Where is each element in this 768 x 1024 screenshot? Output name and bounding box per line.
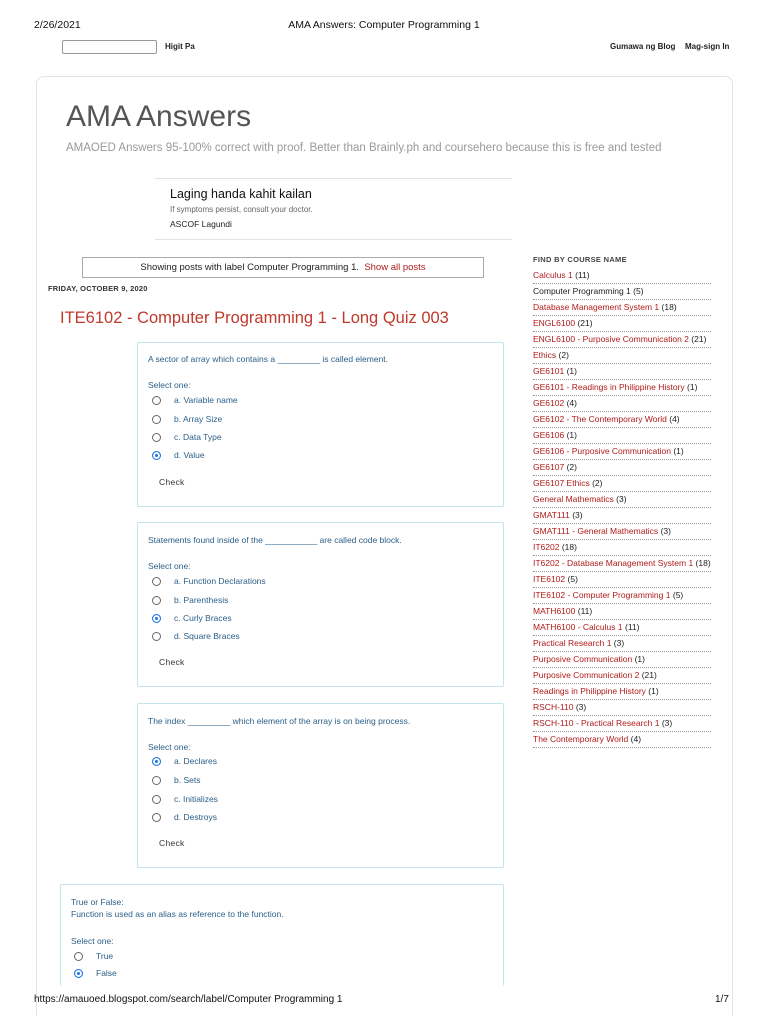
radio-button[interactable] — [152, 776, 161, 785]
current-label: Computer Programming 1 — [533, 286, 631, 296]
sidebar-item[interactable] — [533, 652, 711, 668]
label-count: (1) — [566, 430, 577, 440]
label-count: (1) — [673, 446, 684, 456]
label-count: (18) — [661, 302, 677, 312]
sidebar-item[interactable] — [533, 732, 711, 748]
question-type-text: True or False: — [71, 897, 124, 907]
sidebar-item[interactable] — [533, 700, 711, 716]
post-date: FRIDAY, OCTOBER 9, 2020 — [48, 284, 148, 293]
next-blog-link[interactable]: Higit Pa — [165, 42, 195, 51]
label-count: (2) — [592, 478, 603, 488]
label-count: (21) — [641, 670, 657, 680]
label-count: (4) — [630, 734, 642, 744]
radio-button[interactable] — [152, 415, 161, 424]
label-count: (2) — [558, 350, 569, 360]
course-label-link[interactable]: MATH6100 - Calculus 1 — [533, 622, 623, 632]
course-label-link[interactable]: Purposive Communication — [533, 654, 633, 664]
sidebar-item[interactable] — [533, 540, 711, 556]
radio-button-selected[interactable] — [152, 614, 161, 623]
radio-button-selected[interactable] — [74, 969, 83, 978]
radio-button[interactable] — [152, 433, 161, 442]
sidebar-item[interactable] — [533, 412, 711, 428]
radio-button[interactable] — [74, 952, 83, 961]
course-label-list — [533, 268, 711, 748]
course-label-link[interactable]: General Mathematics — [533, 494, 614, 504]
question-text: Statements found inside of the ___________ are called code block. — [148, 535, 402, 545]
course-label-link[interactable]: ENGL6100 - Purposive Communication 2 — [533, 334, 689, 344]
label-count: (5) — [672, 590, 684, 600]
label-count: (3) — [616, 494, 627, 504]
course-label-link[interactable]: IT6202 - Database Management System 1 — [533, 558, 694, 568]
select-one-label: Select one: — [148, 561, 191, 571]
label-count: (1) — [634, 654, 645, 664]
sidebar-item[interactable] — [533, 620, 711, 636]
sidebar-item[interactable] — [533, 684, 711, 700]
sidebar-item[interactable] — [533, 588, 711, 604]
print-header — [0, 0, 768, 36]
radio-button[interactable] — [152, 632, 161, 641]
blog-title[interactable]: AMA Answers — [66, 100, 252, 133]
question-card-1: A sector of array which contains a _________ is called element. Select one: a. Variable name b. Array Size c. Data Type d. Value Check — [137, 342, 504, 507]
course-label-link[interactable]: Practical Research 1 — [533, 638, 612, 648]
course-label-link[interactable]: GE6102 — [533, 398, 565, 408]
featured-widget — [155, 178, 512, 240]
radio-button[interactable] — [152, 396, 161, 405]
sidebar-item-current — [533, 284, 711, 300]
featured-author: ASCOF Lagundi — [170, 219, 232, 229]
label-count: (18) — [695, 558, 711, 568]
label-count: (3) — [661, 718, 673, 728]
label-count: (1) — [687, 382, 698, 392]
course-label-link[interactable]: Database Management System 1 — [533, 302, 660, 312]
course-label-link[interactable]: GE6101 - Readings in Philippine History — [533, 382, 685, 392]
sidebar-item[interactable] — [533, 716, 711, 732]
print-title: AMA Answers: Computer Programming 1 — [288, 19, 480, 31]
label-count: (11) — [575, 270, 590, 280]
question-card-2: Statements found inside of the ___________ are called code block. Select one: a. Function Declarations b. Parenthesis c. Curly Braces d. Square Braces Check — [137, 522, 504, 687]
show-all-posts-link[interactable]: Show all posts — [364, 262, 426, 273]
create-blog-link[interactable]: Gumawa ng Blog — [610, 42, 676, 51]
question-text: A sector of array which contains a _________ is called element. — [148, 354, 389, 364]
sidebar-item[interactable] — [533, 476, 711, 492]
sidebar-item[interactable] — [533, 332, 711, 348]
question-card-3: The index _________ which element of the array is on being process. Select one: a. Declares b. Sets c. Initializes d. Destroys Check — [137, 703, 504, 868]
sidebar-item[interactable] — [533, 268, 711, 284]
course-label-link[interactable]: MATH6100 — [533, 606, 576, 616]
label-count: (1) — [648, 686, 659, 696]
label-count: (11) — [624, 622, 640, 632]
course-label-link[interactable]: IT6202 — [533, 542, 560, 552]
sidebar-item[interactable] — [533, 604, 711, 620]
label-count: (3) — [575, 702, 587, 712]
label-count: (4) — [566, 398, 577, 408]
course-label-link[interactable]: GMAT111 - General Mathematics — [533, 526, 659, 536]
label-count: (2) — [566, 462, 577, 472]
select-one-label: Select one: — [71, 936, 114, 946]
check-button[interactable]: Check — [159, 838, 185, 848]
check-button[interactable]: Check — [159, 477, 185, 487]
post-title[interactable]: ITE6102 - Computer Programming 1 - Long Quiz 003 — [60, 309, 449, 327]
sidebar-item[interactable] — [533, 460, 711, 476]
label-count: (3) — [613, 638, 625, 648]
sidebar-item[interactable] — [533, 668, 711, 684]
label-count: (3) — [660, 526, 671, 536]
print-footer-page-number: 1/7 — [715, 994, 729, 1005]
featured-title: Laging handa kahit kailan — [170, 187, 312, 201]
blog-description: AMAOED Answers 95-100% correct with proof. Better than Brainly.ph and coursehero because this is free and tested — [66, 142, 662, 154]
sidebar-item[interactable] — [533, 492, 711, 508]
course-label-link[interactable]: ITE6102 - Computer Programming 1 — [533, 590, 671, 600]
print-date: 2/26/2021 — [34, 19, 81, 31]
sidebar-item[interactable] — [533, 444, 711, 460]
question-text: The index _________ which element of the array is on being process. — [148, 716, 411, 726]
course-label-link[interactable]: ENGL6100 — [533, 318, 576, 328]
radio-button-selected[interactable] — [152, 757, 161, 766]
label-count: (3) — [572, 510, 583, 520]
sidebar-item[interactable] — [533, 428, 711, 444]
featured-subtitle: If symptoms persist, consult your doctor. — [170, 205, 313, 214]
course-label-link[interactable]: Purposive Communication 2 — [533, 670, 640, 680]
question-text: Function is used as an alias as reference to the function. — [71, 909, 284, 919]
course-label-link[interactable]: Calculus 1 — [533, 270, 573, 280]
sidebar-item[interactable] — [533, 508, 711, 524]
course-label-link[interactable]: The Contemporary World — [533, 734, 629, 744]
sidebar-item[interactable] — [533, 572, 711, 588]
label-count: (18) — [561, 542, 577, 552]
course-label-link[interactable]: GE6107 Ethics — [533, 478, 590, 488]
select-one-label: Select one: — [148, 742, 191, 752]
label-count: (11) — [577, 606, 593, 616]
label-count: (5) — [633, 286, 644, 296]
print-footer-url: https://amauoed.blogspot.com/search/label/Computer Programming 1 — [34, 994, 343, 1005]
question-card-4: True or False: Function is used as an alias as reference to the function. Select one: True False — [60, 884, 504, 986]
label-count: (4) — [669, 414, 680, 424]
label-count: (21) — [691, 334, 707, 344]
radio-button[interactable] — [152, 577, 161, 586]
radio-button[interactable] — [152, 795, 161, 804]
radio-button-selected[interactable] — [152, 451, 161, 460]
course-label-link[interactable]: RSCH-110 — [533, 702, 574, 712]
sign-in-link[interactable]: Mag-sign In — [685, 42, 730, 51]
label-count: (5) — [567, 574, 578, 584]
label-status-text: Showing posts with label Computer Programming 1. — [140, 262, 360, 273]
label-count: (21) — [577, 318, 593, 328]
select-one-label: Select one: — [148, 380, 191, 390]
course-label-link[interactable]: GMAT111 — [533, 510, 570, 520]
course-label-link[interactable]: GE6106 — [533, 430, 565, 440]
course-label-link[interactable]: ITE6102 — [533, 574, 566, 584]
check-button[interactable]: Check — [159, 657, 185, 667]
label-count: (1) — [566, 366, 577, 376]
sidebar-item[interactable] — [533, 364, 711, 380]
label-status-banner — [82, 257, 484, 278]
course-label-link[interactable]: RSCH-110 - Practical Research 1 — [533, 718, 660, 728]
course-label-link[interactable]: GE6102 - The Contemporary World — [533, 414, 667, 424]
blogger-navbar — [0, 36, 768, 58]
sidebar-item[interactable] — [533, 380, 711, 396]
course-label-link[interactable]: GE6107 — [533, 462, 565, 472]
course-label-link[interactable]: GE6106 - Purposive Communication — [533, 446, 671, 456]
sidebar-item[interactable] — [533, 396, 711, 412]
radio-button[interactable] — [152, 813, 161, 822]
navbar-search-input[interactable] — [62, 40, 157, 54]
sidebar-heading: FIND BY COURSE NAME — [533, 255, 627, 264]
sidebar-item[interactable] — [533, 524, 711, 540]
radio-button[interactable] — [152, 596, 161, 605]
sidebar-item[interactable] — [533, 316, 711, 332]
sidebar-item[interactable] — [533, 556, 711, 572]
sidebar-item[interactable] — [533, 636, 711, 652]
course-label-link[interactable]: Readings in Philippine History — [533, 686, 646, 696]
sidebar-item[interactable] — [533, 300, 711, 316]
course-label-link[interactable]: GE6101 — [533, 366, 565, 376]
sidebar-item[interactable] — [533, 348, 711, 364]
course-label-link[interactable]: Ethics — [533, 350, 557, 360]
